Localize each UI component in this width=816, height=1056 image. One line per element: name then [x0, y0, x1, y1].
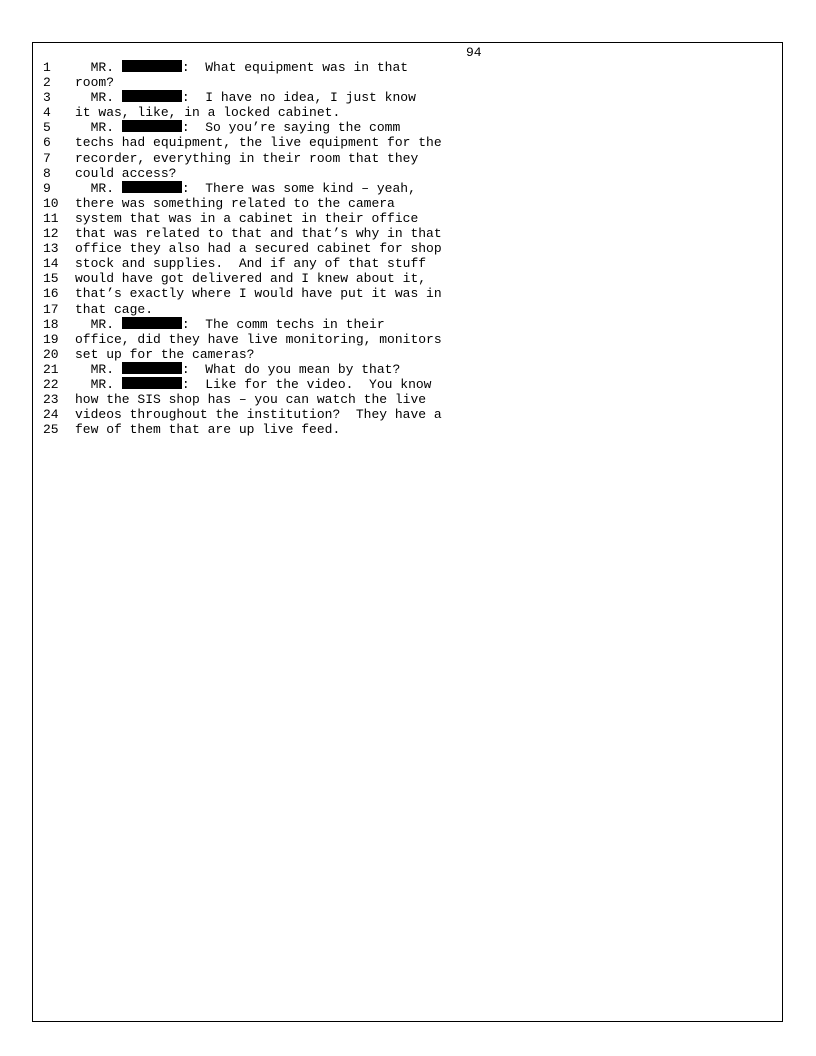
redaction-box [122, 362, 182, 374]
line-number: 16 [43, 286, 59, 302]
speaker-prefix: MR. [90, 60, 115, 75]
line-text [75, 166, 176, 181]
transcript-line [0, 377, 816, 392]
line-content: videos throughout the institution? They have a [75, 407, 442, 423]
line-text [75, 60, 408, 75]
line-content: could access? [75, 165, 177, 181]
line-content: system that was in a cabinet in their office [75, 210, 419, 226]
line-number: 7 [43, 150, 51, 166]
line-text [75, 135, 442, 150]
transcript-line [0, 60, 816, 75]
line-number: 1 [43, 60, 51, 75]
redaction-box [122, 120, 182, 132]
line-content: it was, like, in a locked cabinet. [75, 105, 341, 121]
line-number: 2 [43, 75, 51, 91]
line-text [75, 271, 426, 286]
redaction-box [122, 60, 182, 72]
line-number: 3 [43, 90, 51, 106]
line-content: there was something related to the camera [75, 195, 395, 211]
page-number: 94 [466, 45, 482, 60]
line-text [75, 181, 416, 196]
transcript-line [0, 181, 816, 196]
transcript-line [0, 196, 816, 211]
speaker-statement: : What do you mean by that? [181, 361, 401, 377]
speaker-statement: : What equipment was in that [181, 60, 409, 75]
line-text [75, 211, 418, 226]
redaction-box [122, 90, 182, 102]
speaker-statement: : Like for the video. You know [181, 376, 432, 392]
line-text [75, 286, 442, 301]
line-number: 10 [43, 195, 59, 211]
transcript-line [0, 120, 816, 135]
line-text [75, 377, 431, 392]
line-text [75, 196, 395, 211]
line-text [75, 90, 416, 105]
line-number: 22 [43, 376, 59, 392]
transcript-line [0, 151, 816, 166]
transcript-line [0, 362, 816, 377]
transcript-line [0, 422, 816, 437]
line-number: 20 [43, 346, 59, 362]
line-content: set up for the cameras? [75, 346, 255, 362]
transcript-line [0, 271, 816, 286]
line-text [75, 302, 153, 317]
line-text [75, 332, 442, 347]
redaction-box [122, 377, 182, 389]
line-number: 12 [43, 226, 59, 242]
line-number: 14 [43, 256, 59, 272]
redaction-box [122, 317, 182, 329]
line-number: 11 [43, 210, 59, 226]
line-content: office, did they have live monitoring, monitors [75, 331, 442, 347]
line-text [75, 226, 442, 241]
transcript-line [0, 317, 816, 332]
transcript-line [0, 256, 816, 271]
speaker-prefix: MR. [90, 90, 115, 106]
line-content: that cage. [75, 301, 154, 317]
line-number: 23 [43, 392, 59, 408]
speaker-statement: : There was some kind – yeah, [181, 180, 416, 196]
transcript-line [0, 286, 816, 301]
line-content: stock and supplies. And if any of that stuff [75, 256, 427, 272]
line-text [75, 392, 426, 407]
speaker-prefix: MR. [90, 316, 115, 332]
transcript-line [0, 347, 816, 362]
line-content: would have got delivered and I knew about it, [75, 271, 427, 287]
line-text [75, 407, 442, 422]
line-number: 8 [43, 165, 51, 181]
speaker-prefix: MR. [90, 180, 115, 196]
transcript-line [0, 166, 816, 181]
transcript-line [0, 332, 816, 347]
line-number: 5 [43, 120, 51, 136]
speaker-prefix: MR. [90, 361, 115, 377]
line-text [75, 256, 426, 271]
line-content: techs had equipment, the live equipment for the [75, 135, 442, 151]
transcript-line [0, 407, 816, 422]
transcript-lines [0, 60, 816, 437]
line-number: 15 [43, 271, 59, 287]
line-text [75, 241, 442, 256]
transcript-line [0, 241, 816, 256]
line-content: recorder, everything in their room that they [75, 150, 419, 166]
line-number: 13 [43, 241, 59, 257]
line-number: 21 [43, 361, 59, 377]
line-text [75, 317, 385, 332]
transcript-line [0, 105, 816, 120]
line-content: how the SIS shop has – you can watch the live [75, 392, 427, 408]
line-content: office they also had a secured cabinet for shop [75, 241, 442, 257]
line-content: that was related to that and that’s why in that [75, 226, 442, 242]
line-number: 24 [43, 407, 59, 423]
line-text [75, 75, 114, 90]
redaction-box [122, 181, 182, 193]
speaker-prefix: MR. [90, 120, 115, 136]
speaker-statement: : I have no idea, I just know [181, 90, 416, 106]
speaker-statement: : The comm techs in their [181, 316, 385, 332]
line-text [75, 347, 254, 362]
line-number: 4 [43, 105, 51, 121]
transcript-line [0, 392, 816, 407]
line-number: 9 [43, 180, 51, 196]
line-number: 19 [43, 331, 59, 347]
transcript-line [0, 211, 816, 226]
line-text [75, 422, 340, 437]
transcript-line [0, 302, 816, 317]
line-text [75, 151, 418, 166]
transcript-line [0, 135, 816, 150]
line-number: 25 [43, 422, 59, 438]
speaker-statement: : So you’re saying the comm [181, 120, 401, 136]
line-content: few of them that are up live feed. [75, 422, 341, 438]
line-content: room? [75, 75, 115, 91]
transcript-line [0, 226, 816, 241]
line-number: 18 [43, 316, 59, 332]
transcript-line [0, 90, 816, 105]
line-text [75, 105, 340, 120]
line-text [75, 120, 400, 135]
speaker-prefix: MR. [90, 376, 115, 392]
transcript-line [0, 75, 816, 90]
line-content: that’s exactly where I would have put it was in [75, 286, 442, 302]
line-number: 17 [43, 301, 59, 317]
line-text [75, 362, 400, 377]
line-number: 6 [43, 135, 51, 151]
